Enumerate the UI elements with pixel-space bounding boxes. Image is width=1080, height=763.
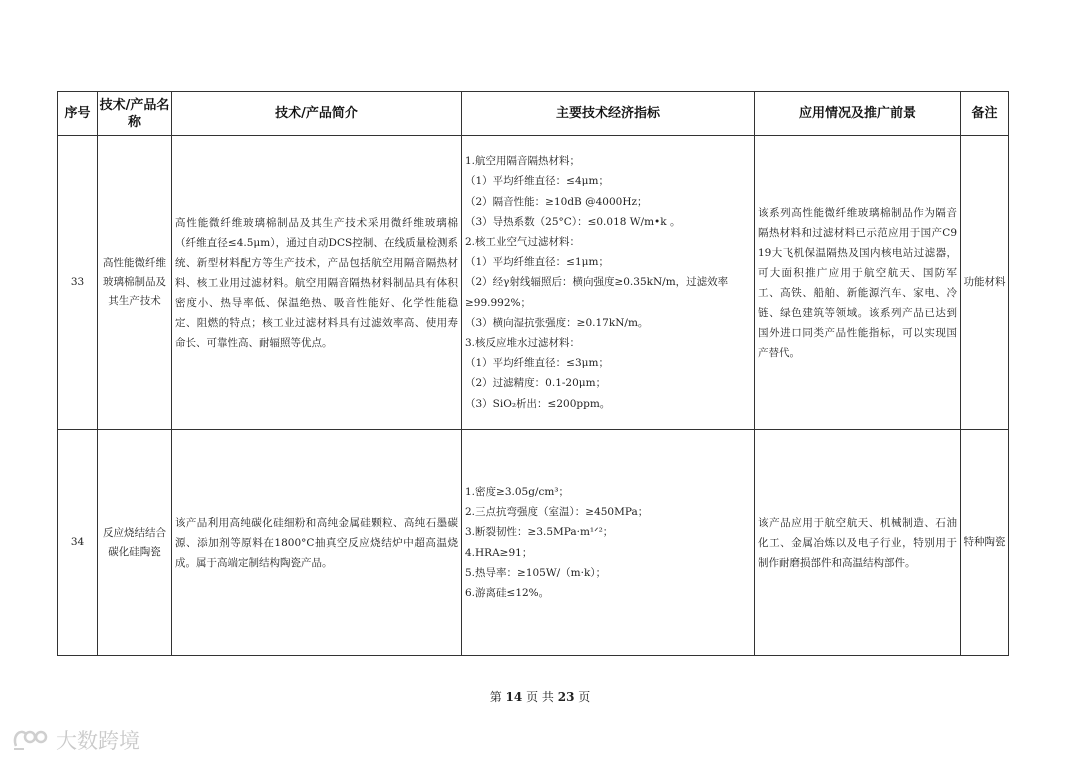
row-remark: 功能材料: [961, 136, 1009, 430]
row-name: 高性能微纤维玻璃棉制品及其生产技术: [98, 136, 172, 430]
indicator-line: （3）横向湿抗张强度：≥0.17kN/m。: [465, 316, 649, 329]
indicator-line: （1）平均纤维直径：≤3μm；: [465, 357, 609, 370]
header-intro: 技术/产品简介: [172, 92, 462, 136]
watermark-text: 大数跨境: [56, 729, 140, 753]
table-header-row: [58, 92, 1009, 136]
indicator-line: 3.断裂韧性：≥3.5MPa·m¹ᐟ²；: [465, 526, 614, 539]
row-application: 该系列高性能微纤维玻璃棉制品作为隔音隔热材料和过滤材料已示范应用于国产C919大飞机保温隔热及国内核电站过滤器，可大面积推广应用于航空航天、国防军工、高铁、船舶、新能源汽车、家电、冷链、绿色建筑等领域。该系列产品已达到国外进口同类产品性能指标，可以实现国产替代。: [755, 136, 961, 430]
indicator-line: （2）隔音性能：≥10dB @4000Hz；: [465, 195, 648, 208]
header-no: 序号: [58, 92, 98, 136]
footer-page-number: 14: [505, 690, 523, 704]
row-intro: 高性能微纤维玻璃棉制品及其生产技术采用微纤维玻璃棉（纤维直径≤4.5μm），通过自动DCS控制、在线质量检测系统、新型材料配方等生产技术，产品包括航空用隔音隔热材料、核工业用过滤材料。航空用隔音隔热材料制品具有体积密度小、热导率低、保温绝热、吸音性能好、化学性能稳定、阻燃的特点；核工业过滤材料具有过滤效率高、使用寿命长、可靠性高、耐辐照等优点。: [172, 136, 462, 430]
page-footer: [0, 688, 1080, 705]
header-application: 应用情况及推广前景: [755, 92, 961, 136]
indicator-line: （1）平均纤维直径：≤4μm；: [465, 175, 609, 188]
indicator-line: （3）SiO₂析出：≤200ppm。: [465, 397, 611, 410]
indicator-line: （3）导热系数（25°C）：≤0.018 W/m•k 。: [465, 215, 681, 228]
footer-page-total: 23: [557, 690, 575, 704]
footer-middle: 页 共: [526, 690, 554, 704]
indicator-line: （1）平均纤维直径：≤1μm；: [465, 256, 609, 269]
indicator-line: 3.核反应堆水过滤材料：: [465, 337, 581, 349]
indicator-line: 2.三点抗弯强度（室温）：≥450MPa；: [465, 506, 649, 519]
table-row: [58, 430, 1009, 656]
row-remark: 特种陶瓷: [961, 430, 1009, 656]
indicator-line: 1.航空用隔音隔热材料；: [465, 155, 581, 168]
row-no: 33: [58, 136, 98, 430]
product-table: [57, 91, 1009, 656]
header-remark: 备注: [961, 92, 1009, 136]
footer-suffix: 页: [578, 690, 591, 704]
table-row: [58, 136, 1009, 430]
indicator-line: （2）过滤精度：0.1-20μm；: [465, 377, 607, 390]
footer-prefix: 第: [489, 690, 502, 704]
row-indicators: [462, 430, 755, 656]
row-name: 反应烧结结合碳化硅陶瓷: [98, 430, 172, 656]
logo-icon: [10, 724, 56, 757]
header-indicators: 主要技术经济指标: [462, 92, 755, 136]
indicator-line: 4.HRA≥91；: [465, 546, 533, 559]
indicator-line: 1.密度≥3.05g/cm³；: [465, 485, 570, 498]
header-name: 技术/产品名称: [98, 92, 172, 136]
row-no: 34: [58, 430, 98, 656]
row-indicators: [462, 136, 755, 430]
watermark: [10, 723, 140, 757]
row-intro: 该产品利用高纯碳化硅细粉和高纯金属硅颗粒、高纯石墨碳源、添加剂等原料在1800°C抽真空反应烧结炉中超高温烧成。属于高端定制结构陶瓷产品。: [172, 430, 462, 656]
indicator-line: （2）经γ射线辐照后：横向强度≥0.35kN/m，过滤效率≥99.992%；: [465, 276, 729, 309]
indicator-line: 6.游离硅≤12%。: [465, 586, 550, 599]
indicator-line: 2.核工业空气过滤材料：: [465, 235, 581, 248]
row-application: 该产品应用于航空航天、机械制造、石油化工、金属冶炼以及电子行业，特别用于制作耐磨损部件和高温结构部件。: [755, 430, 961, 656]
indicator-line: 5.热导率：≥105W/（m·k）；: [465, 566, 607, 579]
